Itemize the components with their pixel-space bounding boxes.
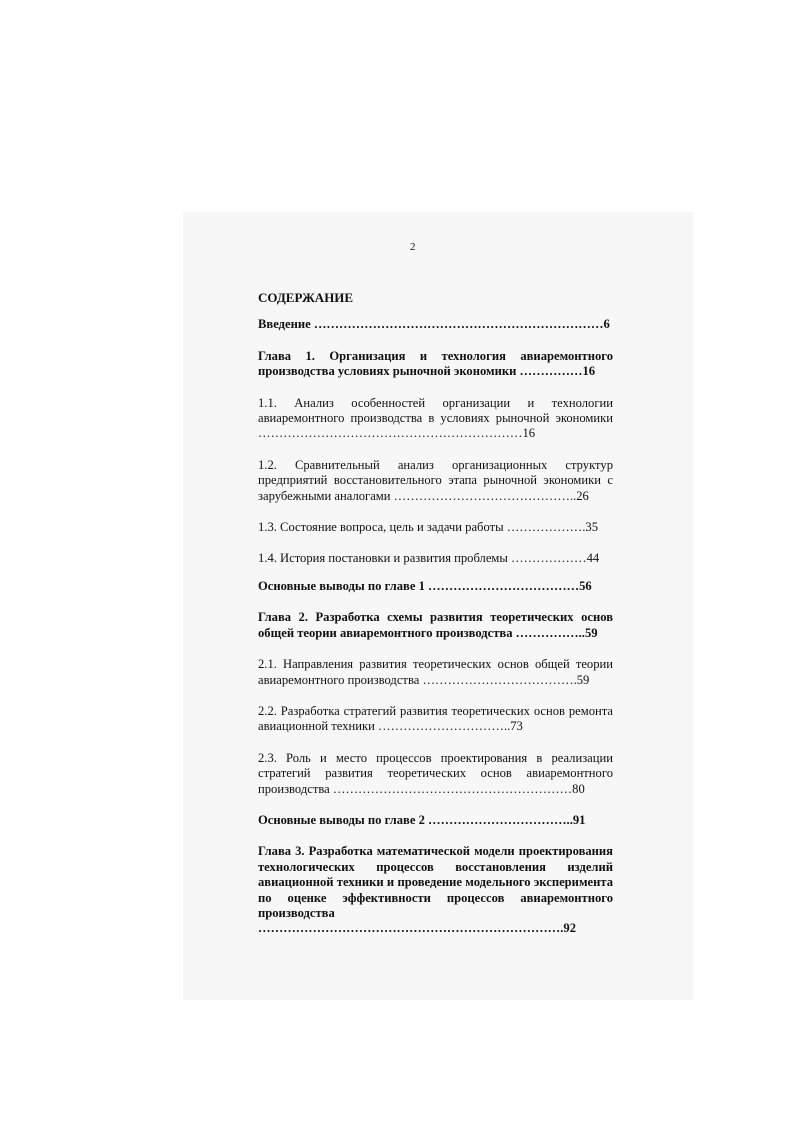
toc-entry-section-2-3: 2.3. Роль и место процессов проектирования в реализации стратегий развития теоретических основ авиаремонтного производства …………………………………………………80 (258, 750, 613, 796)
toc-title: СОДЕРЖАНИЕ (258, 290, 354, 305)
toc-entry-section-2-1: 2.1. Направления развития теоретических основ общей теории авиаремонтного производства ……………………………….59 (258, 657, 613, 687)
toc-entry-section-1-4: 1.4. История постановки и развития проблемы ………………44 (258, 551, 600, 566)
toc-entry-chapter-2-conclusions: Основные выводы по главе 2 ……………………………..91 (258, 812, 586, 827)
toc-entry-introduction: Введение ……………………………………………………………6 (258, 317, 610, 332)
toc-entry-section-1-3: 1.3. Состояние вопроса, цель и задачи работы ……………….35 (258, 520, 598, 535)
toc-entry-section-2-2: 2.2. Разработка стратегий развития теоретических основ ремонта авиационной техники …………………………..73 (258, 703, 613, 734)
table-of-contents (258, 290, 613, 953)
toc-entry-chapter-2: Глава 2. Разработка схемы развития теоретических основ общей теории авиаремонтного производства ……………..59 (258, 610, 613, 640)
page-number: 2 (410, 241, 416, 253)
toc-entry-chapter-3: Глава 3. Разработка математической модели проектирования технологических процессов восстановления изделий авиационной техники и проведение модельного эксперимента по оценке эффективности процессов авиаремонтного производства ……………………………………………………………….92 (258, 844, 613, 936)
toc-entry-chapter-1-conclusions: Основные выводы по главе 1 ………………………………56 (258, 578, 592, 593)
toc-entry-section-1-2: 1.2. Сравнительный анализ организационных структур предприятий восстановительного этапа рыночной экономики с зарубежными аналогами ……………………………………..26 (258, 457, 613, 503)
toc-entry-chapter-1: Глава 1. Организация и технология авиаремонтного производства условиях рыночной экономики ……………16 (258, 348, 613, 379)
toc-entry-section-1-1: 1.1. Анализ особенностей организации и технологии авиаремонтного производства в условиях рыночной экономики ………………………………………………………16 (258, 395, 613, 441)
